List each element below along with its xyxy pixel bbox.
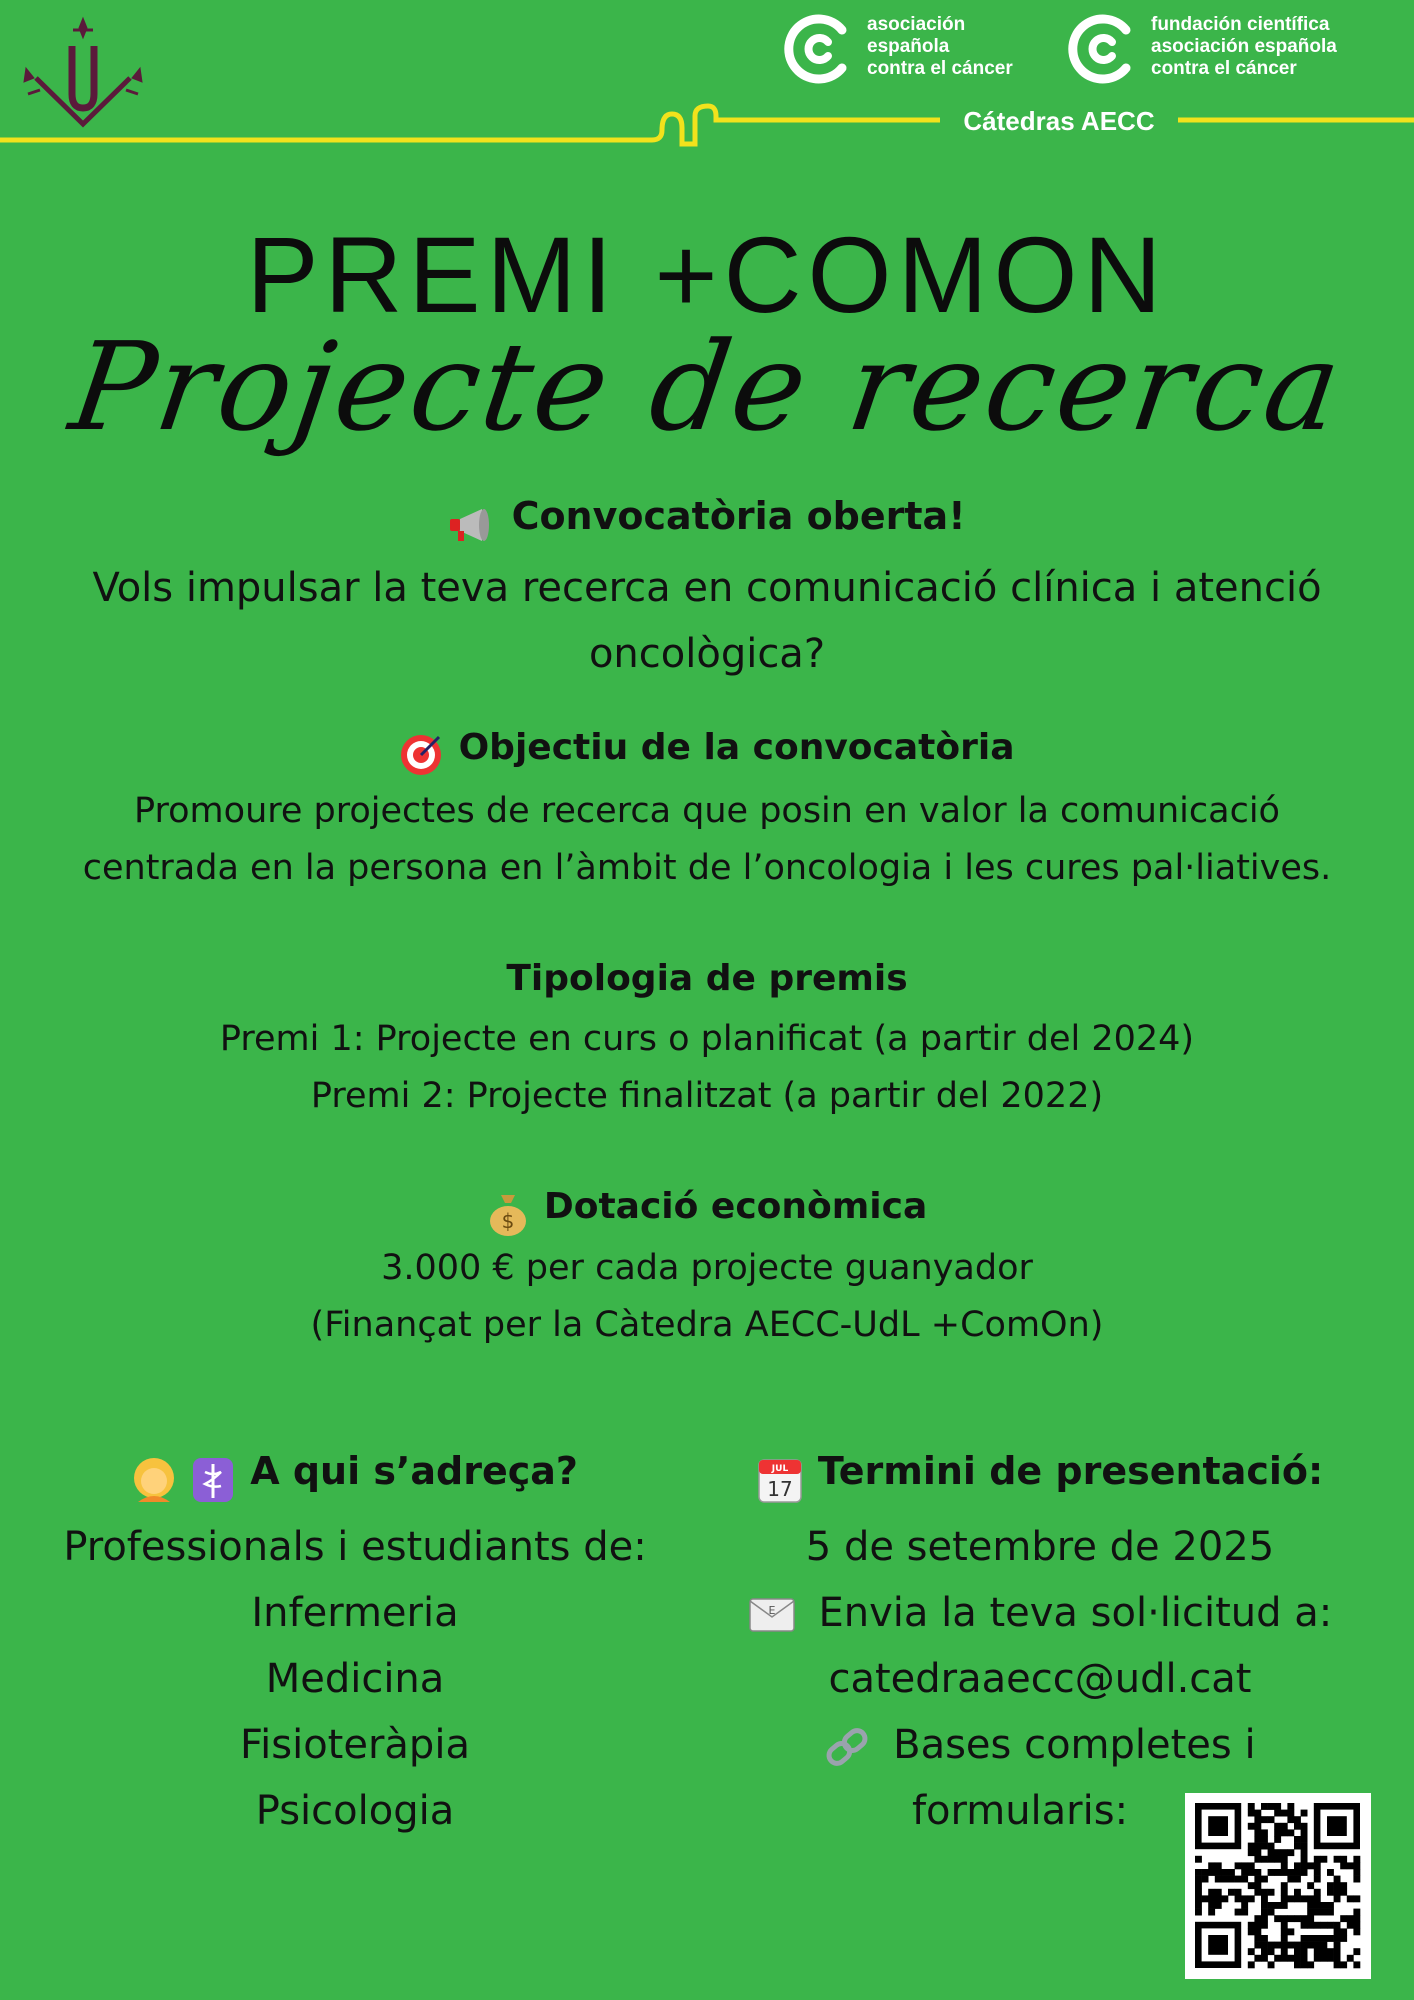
calendar-month: JUL: [771, 1463, 788, 1474]
page-title: PREMI +COMON: [246, 214, 1168, 335]
funding-heading-row: [0, 1186, 1414, 1237]
aecc-logo: [780, 12, 1040, 86]
funding-heading: Dotació econòmica: [543, 1186, 928, 1227]
target-icon: [399, 733, 443, 777]
objective-text-line: Promoure projectes de recerca que posin en valor la comunicació: [134, 791, 1280, 831]
audience-intro: Professionals i estudiants de:: [63, 1524, 647, 1570]
announcement-heading: Convocatòria oberta!: [511, 494, 966, 538]
qr-code[interactable]: [1185, 1793, 1371, 1979]
announcement-question-line: Vols impulsar la teva recerca en comunicació clínica i atenció: [92, 565, 1322, 611]
aecc-logo-line: contra el cáncer: [867, 58, 1013, 79]
header-divider-line: [0, 100, 1414, 160]
link-icon: [824, 1727, 870, 1767]
send-to-row: [700, 1580, 1380, 1646]
send-to-text: Envia la teva sol·licitud a:: [818, 1590, 1333, 1636]
fundacion-c-icon: [1064, 12, 1138, 86]
fundacion-logo-line: asociación española: [1151, 36, 1337, 57]
objective-heading: Objectiu de la convocatòria: [458, 727, 1015, 768]
money-bag-icon: [487, 1191, 529, 1237]
envelope-letter: E: [768, 1604, 776, 1617]
funding-note: (Finançat per la Càtedra AECC-UdL +ComOn): [310, 1305, 1104, 1345]
objective-text-line: centrada en la persona en l’àmbit de l’oncologia i les cures pal·liatives.: [82, 848, 1332, 888]
megaphone-icon: [448, 505, 496, 545]
bases-text-continued: formularis:: [911, 1788, 1129, 1834]
svg-text:$: $: [501, 1208, 515, 1233]
deadline-heading: Termini de presentació:: [817, 1449, 1324, 1493]
objective-heading-row: [0, 727, 1414, 777]
audience-heading-row: [30, 1449, 680, 1504]
aecc-c-icon: [780, 12, 854, 86]
prizes-heading: Tipologia de premis: [506, 958, 908, 999]
fundacion-logo: [1064, 12, 1404, 86]
contact-email[interactable]: catedraaecc@udl.cat: [828, 1656, 1252, 1702]
prize-item: Premi 2: Projecte finalitzat (a partir del 2022): [310, 1076, 1104, 1116]
aecc-logo-line: asociación: [867, 14, 966, 35]
announcement-question-line: oncològica?: [588, 631, 826, 677]
fundacion-logo-line: fundación científica: [1151, 14, 1330, 35]
aecc-logo-line: española: [867, 36, 950, 57]
audience-item: Fisioteràpia: [240, 1722, 470, 1768]
calendar-icon: [757, 1456, 803, 1504]
calendar-day: 17: [767, 1476, 793, 1501]
fundacion-logo-line: contra el cáncer: [1151, 58, 1297, 79]
prize-item: Premi 1: Projecte en curs o planificat (a partir del 2024): [219, 1019, 1195, 1059]
deadline-date: 5 de setembre de 2025: [805, 1524, 1275, 1570]
bases-text: Bases completes i: [893, 1722, 1256, 1768]
audience-item: Psicologia: [255, 1788, 455, 1834]
announcement-heading-row: [0, 494, 1414, 545]
audience-item: Infermeria: [251, 1590, 459, 1636]
envelope-icon: [748, 1597, 796, 1633]
catedras-aecc-label: Cátedras AECC: [944, 104, 1174, 138]
deadline-heading-row: [700, 1449, 1380, 1504]
funding-amount: 3.000 € per cada projecte guanyador: [381, 1248, 1033, 1288]
medical-symbol-icon: [191, 1456, 235, 1504]
person-icon: [132, 1456, 176, 1504]
audience-heading: A qui s’adreça?: [250, 1449, 578, 1493]
audience-item: Medicina: [265, 1656, 445, 1702]
bases-row: [700, 1712, 1380, 1778]
page-subtitle: Projecte de recerca: [62, 316, 1352, 458]
